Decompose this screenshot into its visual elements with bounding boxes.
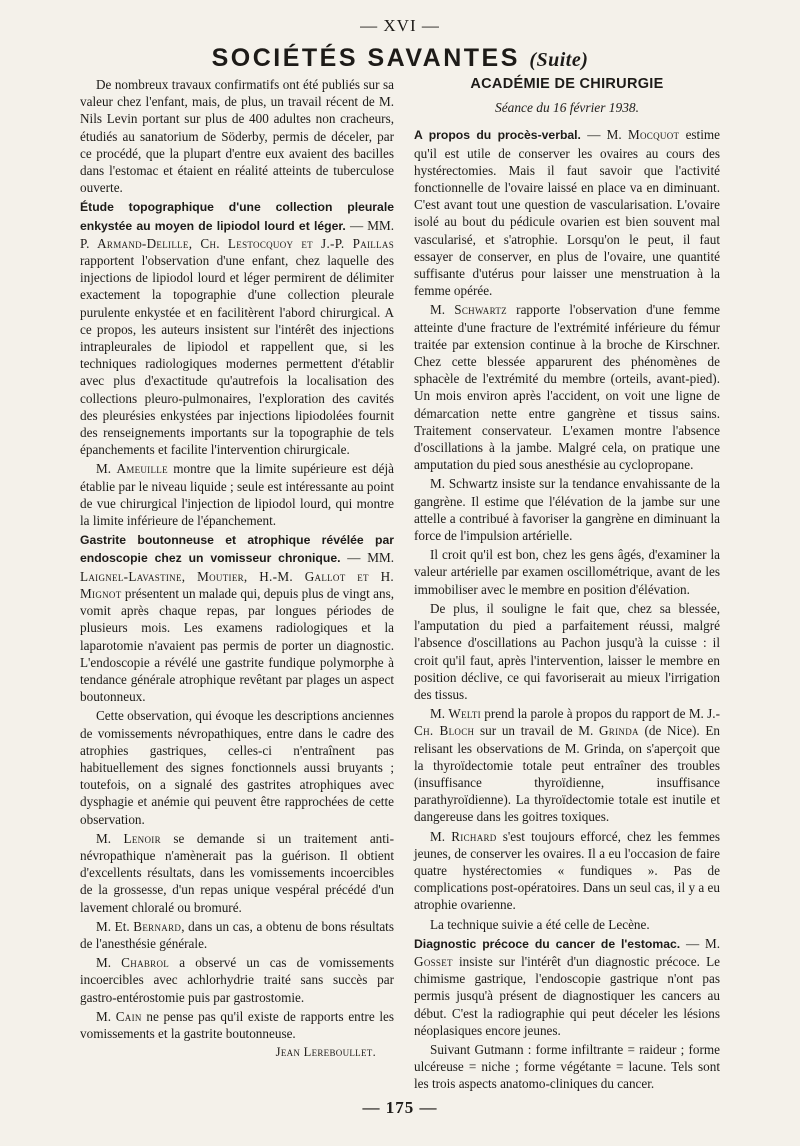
page-number: — 175 — — [362, 1098, 438, 1117]
dash: — M. — [680, 935, 720, 951]
right-column — [414, 76, 720, 1095]
left-column — [80, 76, 394, 1061]
author-name: Cain — [115, 1008, 142, 1024]
page-roman-numeral: — XVI — — [360, 16, 440, 35]
author-name: Ameuille — [116, 461, 168, 477]
paragraph-mocquot — [414, 126, 720, 299]
session-date: Séance du 16 février 1938. — [495, 100, 639, 116]
author-name: Lenoir — [123, 830, 161, 846]
paragraph-cain — [80, 1008, 394, 1042]
prefix: M. — [96, 461, 117, 477]
section-title — [0, 44, 800, 73]
dash: — MM. — [340, 550, 394, 566]
paragraph-body: a observé un cas de vomissements incoercibles avec achlorhydrie traité sans succès par gastro-entérostomie puis par gastrostomie. — [80, 955, 394, 1005]
dash: — M. — [580, 127, 628, 143]
author-name: Gosset — [414, 953, 453, 969]
dash: — MM. — [345, 217, 395, 233]
article-heading: Diagnostic précoce du cancer de l'estomac. — [414, 936, 681, 951]
author-name: Mocquot — [627, 127, 680, 143]
prefix: M. — [430, 302, 455, 318]
author-name: Richard — [451, 828, 497, 844]
paragraph-armand-delille — [80, 198, 394, 458]
article-heading: A propos du procès-verbal. — [414, 128, 581, 143]
author-name: Grinda — [598, 723, 639, 739]
prefix: M. — [430, 828, 452, 844]
author-name: Bernard — [133, 918, 182, 934]
paragraph-technique: La technique suivie a été celle de Lecène. — [430, 916, 650, 932]
paragraph-body: rapportent l'observation d'une enfant, chez laquelle des injections de lipiodol lourd et léger permirent de délimiter exactement la topographie d'une collection pleurale purulente enkystée et en facilitèrent l'abord chirurgical. A ce propos, les auteurs insistent sur l'intérêt des injections intrapleurales de lipiodol et rappellent que, si les techniques radiologiques modernes permettent d'établir avec plus d'exactitude qu'autrefois la localisation des collections pleuro-pulmonaires, l'exploration des cavités des pleurésies enkystées par injections lipiodolées fournit des renseignements importants sur la topographie de tels épanchements et facilite l'intervention chirurgicale. — [80, 253, 394, 458]
paragraph-body: estime qu'il est utile de conserver les ovaires au cours des hystérectomies. Mais il faut savoir que l'activité fonctionnelle de l'ovaire laissé en place va en diminuant. C'est avant tout une question de vascularisation. L'ovaire isolé au bout du pédicule ovarien est bien souvent mal vascularisé, et s'atrophie. Lorsqu'on le peut, il faut essayer de conserver, en plus de l'ovaire, une quantité suffisante d'utérus pour laisser une menstruation à la femme opérée. — [414, 127, 720, 299]
paragraph-body: montre que la limite supérieure est déjà établie par le niveau liquide ; seule est intéressante au point de vue chirurgical l'injection de lipiodol lourd, qui montre la limite inférieure de l'épanchement. — [80, 461, 394, 529]
academy-heading: ACADÉMIE DE CHIRURGIE — [470, 76, 664, 92]
author-name: Chabrol — [121, 955, 170, 971]
paragraph-body: rapporte l'observation d'une femme atteinte d'une fracture de l'extrémité inférieure du fémur traitée par extension continue à la broche de Kirschner. Chez cette blessée apparurent des phénomènes de sphacèle de l'extrémité du membre (orteils, avant-pied). Un mois environ après l'accident, on voit une ligne de démarcation nette entre gangrène et tissus sains. Traitement conservateur. L'examen montre l'absence d'oscillations à la jambe. Malgré cela, on pratique une amputation du pied sous anesthésie au cyclopropane. — [414, 302, 720, 473]
author-name: Ch. Bloch — [414, 723, 475, 739]
paragraph-body: ne pense pas qu'il existe de rapports entre les vomissements et la gastrite boutonneuse. — [80, 1008, 394, 1041]
paragraph-body: s'est toujours efforcé, chez les femmes jeunes, de conserver les ovaires. Il a eu l'occasion de faire quatre hystérectomies « fundiques ». Pas de complications post-opératoires. Dans un seul cas, il y a eu atrophie ovarienne. — [414, 828, 720, 913]
paragraph-schwartz-insiste: M. Schwartz insiste sur la tendance envahissante de la gangrène. Il estime que l'élévation de la jambe sur une attelle a contribué à favoriser la gangrène en diminuant la force de l'impulsion artérielle. — [414, 476, 720, 544]
signature: Jean Lereboullet. — [275, 1045, 376, 1060]
paragraph-body: (de Nice). En relisant les observations de M. Grinda, on s'aperçoit que la thyroïdectomie totale peut entraîner des troubles (insuffisance thyroïdienne, insuffisance parathyroïdienne). La thyroïdectomie totale est inutile et dangereuse dans les goitres toxiques. — [414, 723, 720, 825]
paragraph-gosset — [414, 935, 720, 1039]
paragraph-chabrol — [80, 954, 394, 1006]
article-heading: Gastrite boutonneuse et atrophique révélée par endoscopie chez un vomisseur chronique. — [80, 533, 394, 566]
paragraph-body: présentent un malade qui, depuis plus de vingt ans, vomit après chaque repas, par longues périodes de plusieurs mois. Les examens radiologiques et la laparotomie n'avaient pas permis de porter un diagnostic. L'endoscopie a révélé une gastrite fundique polymorphe à tendance générale atrophique revêtant par plages un aspect boutonneux. — [80, 585, 394, 705]
text: sur un travail de M. — [474, 723, 599, 739]
paragraph-souligne: De plus, il souligne le fait que, chez sa blessée, l'amputation du pied a parfaitement réussi, malgré l'absence d'oscillations au Pachon jusqu'à la cuisse : il croit qu'il faut, après l'intervention, laisser le membre en position déclive, ce qui favoriserait au mieux l'irrigation des tissus. — [414, 600, 720, 702]
paragraph-gutmann: Suivant Gutmann : forme infiltrante = raideur ; forme ulcéreuse = niche ; forme végétante = lacune. Tels sont les trois aspects anatomo-cliniques du cancer. — [414, 1041, 720, 1092]
author-name: Welti — [448, 706, 481, 722]
paragraph-welti — [414, 705, 720, 825]
paragraph-croit: Il croit qu'il est bon, chez les gens âgés, d'examiner la valeur artérielle par examen oscillométrique, avant de les immobiliser avec le membre en position d'élévation. — [414, 547, 720, 597]
paragraph-schwartz — [414, 301, 720, 473]
author-name: Schwartz — [454, 302, 507, 318]
section-title-suffix: (Suite) — [529, 49, 589, 71]
prefix: M. Et. — [96, 918, 134, 934]
paragraph-observation: Cette observation, qui évoque les descriptions anciennes de vomissements névropathiques, entre dans le cadre des atrophies gastriques, celles-ci n'entraînent pas habituellement des signes fonctionnels aussi bruyants ; toutefois, on a signalé des gastrites atrophiques avec dysphagie et anémie qui peuvent être rapprochées de cette observation. — [80, 708, 394, 827]
prefix: M. — [96, 1008, 116, 1024]
paragraph-intro: De nombreux travaux confirmatifs ont été publiés sur sa valeur chez l'enfant, mais, de plus, un travail récent de M. Nils Levin portant sur plus de 400 adultes non cracheurs, étudiés au sanatorium de Söderby, permis de déceler, par ce procédé, que la plupart d'entre eux avaient des bacilles dans l'estomac et étaient en réalité atteints de tuberculose ouverte. — [80, 77, 394, 196]
paragraph-gastrite — [80, 531, 394, 705]
paragraph-body: insiste sur l'intérêt d'un diagnostic précoce. Le chimisme gastrique, l'endoscopie gastrique n'ont pas permis jusqu'à présent de diagnostiquer les cancers au début. C'est la radiographie qui peut déceler les lésions néoplasiques encore jeunes. — [414, 953, 720, 1038]
text: prend la parole à propos du rapport de M. J.- — [480, 706, 720, 722]
section-title-text: SOCIÉTÉS SAVANTES — [211, 44, 520, 72]
paragraph-body: se demande si un traitement anti-névropathique n'amènerait pas la guérison. Il obtient d'excellents résultats, dans les vomissements incoercibles de la grossesse, d'un repas unique vespéral précédé d'un lavement chloralé ou bromuré. — [80, 830, 394, 915]
article-heading: Étude topographique d'une collection pleurale enkystée au moyen de lipiodol lourd et léger. — [80, 200, 394, 233]
paragraph-ameuille — [80, 460, 394, 529]
paragraph-lenoir — [80, 830, 394, 916]
prefix: M. — [430, 706, 449, 722]
prefix: M. — [96, 830, 124, 846]
paragraph-richard — [414, 828, 720, 914]
paragraph-bernard — [80, 918, 394, 952]
authors: Laignel-Lavastine, Moutier, H.-M. Gallot et H. Mignot — [80, 568, 394, 601]
authors: P. Armand-Delille, Ch. Lestocquoy et J.-P. Paillas — [80, 235, 394, 251]
paragraph-body: , dans un cas, a obtenu de bons résultats de l'anesthésie générale. — [80, 918, 394, 951]
prefix: M. — [96, 955, 122, 971]
